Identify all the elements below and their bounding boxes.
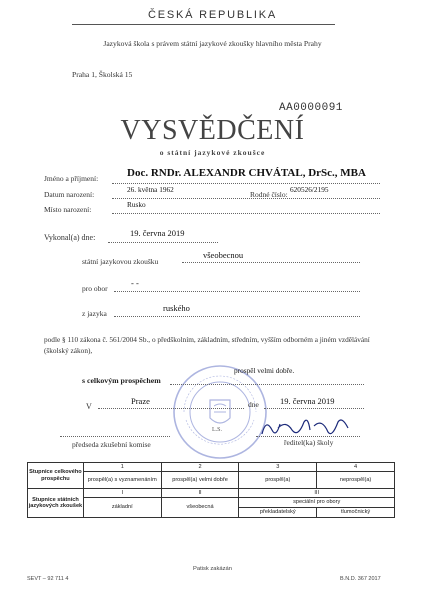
header-rule bbox=[72, 24, 335, 25]
grade-number: 4 bbox=[317, 463, 395, 472]
language-value: ruského bbox=[163, 303, 190, 313]
result-label: s celkovým prospěchem bbox=[82, 376, 161, 385]
school-address: Praha 1, Školská 15 bbox=[72, 70, 133, 79]
official-stamp bbox=[170, 362, 270, 462]
grade-label: prospěl(a) bbox=[239, 472, 317, 489]
exam-sublevel-label: překladatelský bbox=[239, 508, 317, 518]
serial-number: AA0000091 bbox=[279, 102, 343, 114]
grade-number: 3 bbox=[239, 463, 317, 472]
dob-value: 26. května 1962 bbox=[127, 185, 174, 194]
school-name: Jazyková škola s právem státní jazykové zkoušky hlavního města Prahy bbox=[103, 39, 322, 48]
language-line bbox=[114, 316, 360, 317]
place-city: Praze bbox=[131, 396, 150, 406]
exam-level-value: všeobecnou bbox=[203, 250, 244, 260]
stamp-note: L.S. bbox=[212, 427, 223, 433]
name-value: Doc. RNDr. ALEXANDR CHVÁTAL, DrSc., MBA bbox=[127, 167, 366, 179]
result-value: prospěl velmi dobře. bbox=[234, 366, 295, 375]
issue-date-line bbox=[264, 408, 364, 409]
overall-scale-header: Stupnice celkového prospěchu bbox=[28, 463, 84, 489]
grade-number: 2 bbox=[161, 463, 239, 472]
field-value: - - bbox=[131, 278, 139, 288]
field-label: pro obor bbox=[82, 284, 108, 293]
exam-level-label: všeobecná bbox=[161, 498, 239, 518]
exam-level-label: speciální pro obory bbox=[239, 498, 395, 508]
exam-level-number: III bbox=[239, 489, 395, 498]
exam-date-line bbox=[108, 242, 218, 243]
exam-level-label: základní bbox=[83, 498, 161, 518]
dob-line bbox=[112, 198, 380, 199]
pob-label: Místo narození: bbox=[44, 205, 92, 214]
exam-date-label: Vykonal(a) dne: bbox=[44, 233, 96, 242]
pob-line bbox=[112, 213, 380, 214]
exam-scale-header: Stupnice státních jazykových zkoušek bbox=[28, 489, 84, 518]
issue-date: 19. června 2019 bbox=[280, 396, 335, 406]
grade-label: neprospěl(a) bbox=[317, 472, 395, 489]
country-heading: ČESKÁ REPUBLIKA bbox=[147, 9, 278, 21]
date-prefix: dne bbox=[248, 400, 259, 409]
committee-signature-line bbox=[60, 436, 170, 437]
language-label: z jazyka bbox=[82, 309, 107, 318]
director-signature-line bbox=[256, 436, 360, 437]
document-subtitle: o státní jazykové zkoušce bbox=[159, 148, 266, 157]
committee-label: předseda zkušební komise bbox=[72, 440, 151, 449]
exam-sublevel-label: tlumočnický bbox=[317, 508, 395, 518]
dob-label: Datum narození: bbox=[44, 190, 95, 199]
name-label: Jméno a příjmení: bbox=[44, 174, 99, 183]
result-line bbox=[170, 384, 364, 385]
exam-type-label: státní jazykovou zkoušku bbox=[82, 257, 159, 266]
footer-print-code: B.N.D. 367 2017 bbox=[340, 576, 381, 582]
director-label: ředitel(ka) školy bbox=[284, 438, 334, 447]
grade-label: prospěl(a) s vyznamenáním bbox=[83, 472, 161, 489]
grade-number: 1 bbox=[83, 463, 161, 472]
name-line bbox=[112, 183, 380, 184]
birth-number-value: 620526/2195 bbox=[290, 185, 329, 194]
grading-scale-table bbox=[27, 462, 395, 518]
exam-level-number: I bbox=[83, 489, 161, 498]
exam-level-line bbox=[182, 262, 360, 263]
footer-copy-notice: Patisk zakázán bbox=[193, 566, 232, 572]
field-line bbox=[114, 291, 360, 292]
exam-date-value: 19. června 2019 bbox=[130, 228, 185, 238]
legal-text: podle § 110 zákona č. 561/2004 Sb., o předškolním, základním, středním, vyšším odborném a jiném vzdělávání (školský zákon), bbox=[44, 335, 370, 355]
grade-label: prospěl(a) velmi dobře bbox=[161, 472, 239, 489]
birth-number-label: Rodné číslo: bbox=[250, 190, 288, 199]
pob-value: Rusko bbox=[127, 200, 146, 209]
exam-level-number: II bbox=[161, 489, 239, 498]
document-title: VYSVĚDČENÍ bbox=[120, 115, 305, 146]
footer-form-code: SEVT – 92 711 4 bbox=[27, 576, 69, 582]
place-prefix: V bbox=[86, 402, 92, 411]
place-city-line bbox=[98, 408, 244, 409]
